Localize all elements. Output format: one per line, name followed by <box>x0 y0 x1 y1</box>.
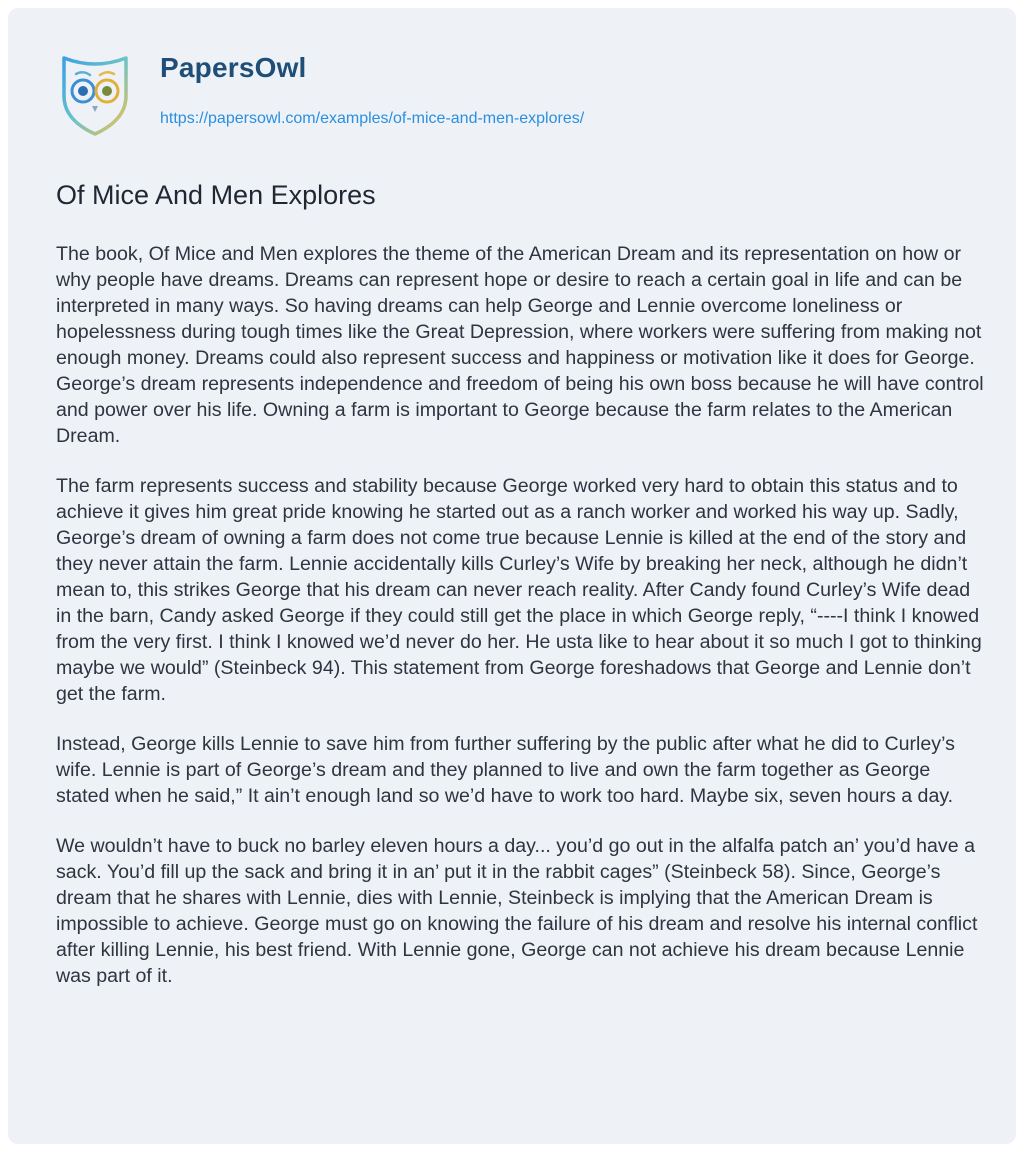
owl-logo-icon[interactable] <box>56 48 134 138</box>
page-title: Of Mice And Men Explores <box>56 180 376 210</box>
paragraph-1: The book, Of Mice and Men explores the theme of the American Dream and its representation on how or why people have dreams. Dreams can represent hope or desire to reach a certain goal in life and can be interpreted in many ways. So having dreams can help George and Lennie overcome loneliness or hopelessness during tough times like the Great Depression, where workers were suffering from making not enough money. Dreams could also represent success and happiness or motivation like it does for George. George’s dream represents independence and freedom of being his own boss because he will have control and power over his life. Owning a farm is important to George because the farm relates to the American Dream. <box>56 243 984 447</box>
document-card <box>8 8 1016 1144</box>
paragraph-3: Instead, George kills Lennie to save him from further suffering by the public after what he did to Curley’s wife. Lennie is part of George’s dream and they planned to live and own the farm together as George stated when he said,” It ain’t enough land so we’d have to work too hard. Maybe six, seven hours a day. <box>56 733 955 807</box>
article-body <box>56 241 986 1013</box>
paragraph-4: We wouldn’t have to buck no barley eleven hours a day... you’d go out in the alfalfa patch an’ you’d have a sack. You’d fill up the sack and bring it in an’ put it in the rabbit cages” (Steinbeck 58). Since, George’s dream that he shares with Lennie, dies with Lennie, Steinbeck is implying that the American Dream is impossible to achieve. George must go on knowing the failure of his dream and resolve his internal conflict after killing Lennie, his best friend. With Lennie gone, George can not achieve his dream because Lennie was part of it. <box>56 835 978 987</box>
page-url-link[interactable]: https://papersowl.com/examples/of-mice-and-men-explores/ <box>160 110 585 127</box>
paragraph-2: The farm represents success and stability because George worked very hard to obtain this status and to achieve it gives him great pride knowing he started out as a ranch worker and worked his way up. Sadly, George’s dream of owning a farm does not come true because Lennie is killed at the end of the story and they never attain the farm. Lennie accidentally kills Curley’s Wife by breaking her neck, although he didn’t mean to, this strikes George that his dream can never reach reality. After Candy found Curley’s Wife dead in the barn, Candy asked George if they could still get the place in which George reply, “----I think I knowed from the very first. I think I knowed we’d never do her. He usta like to hear about it so much I got to thinking maybe we would” (Steinbeck 94). This statement from George foreshadows that George and Lennie don’t get the farm. <box>56 475 982 705</box>
brand-name[interactable]: PapersOwl <box>160 52 307 83</box>
